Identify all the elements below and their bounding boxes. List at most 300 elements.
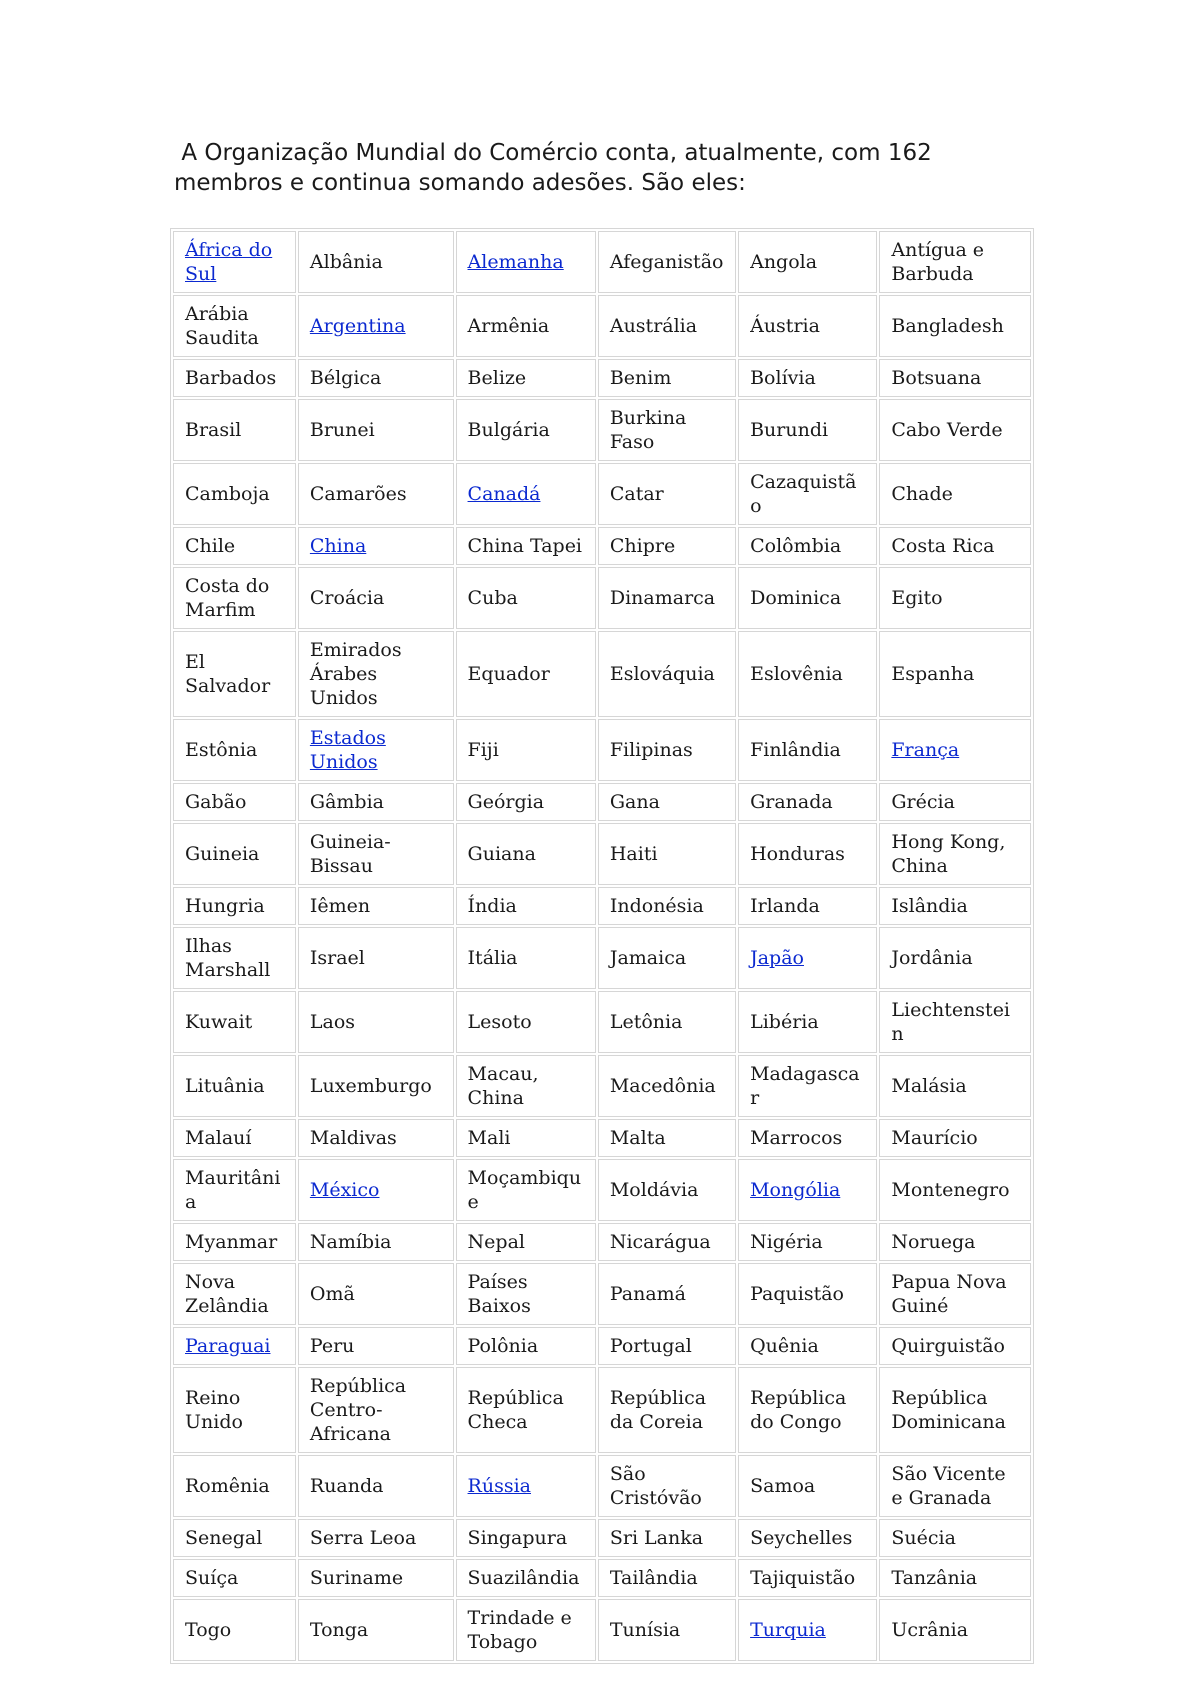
country-name: Bulgária <box>467 419 550 441</box>
table-cell <box>298 463 454 525</box>
table-cell <box>456 991 596 1053</box>
country-name: Suíça <box>185 1567 239 1589</box>
country-name: Luxemburgo <box>309 1075 432 1097</box>
country-name: Quirguistão <box>891 1335 1005 1357</box>
country-name: Fiji <box>467 739 499 761</box>
table-cell <box>298 1599 454 1661</box>
country-name: Gana <box>609 791 660 813</box>
table-cell <box>879 1519 1031 1557</box>
country-link[interactable]: Paraguai <box>185 1335 271 1357</box>
country-link[interactable]: África do Sul <box>185 239 273 285</box>
table-row <box>173 1223 1031 1261</box>
country-name: Tanzânia <box>891 1567 978 1589</box>
table-cell <box>173 1159 296 1221</box>
table-cell <box>598 1159 736 1221</box>
country-name: Hong Kong, China <box>891 831 1006 877</box>
table-cell <box>456 295 596 357</box>
country-name: Chade <box>891 483 953 505</box>
table-cell <box>598 1367 736 1453</box>
table-cell <box>173 1559 296 1597</box>
country-name: Maldivas <box>309 1127 397 1149</box>
country-name: República Checa <box>467 1387 564 1433</box>
table-cell <box>598 295 736 357</box>
country-name: Paquistão <box>750 1283 844 1305</box>
country-name: Ilhas Marshall <box>185 935 271 981</box>
table-cell <box>298 1119 454 1157</box>
country-link[interactable]: China <box>309 535 367 557</box>
table-cell <box>879 295 1031 357</box>
country-name: Camboja <box>185 483 270 505</box>
table-cell <box>879 631 1031 717</box>
country-name: Antígua e Barbuda <box>891 239 985 285</box>
country-link[interactable]: Rússia <box>467 1475 531 1497</box>
table-cell <box>738 991 877 1053</box>
table-cell <box>598 359 736 397</box>
table-cell <box>738 1159 877 1221</box>
country-name: Burkina Faso <box>609 407 687 453</box>
country-name: Indonésia <box>609 895 704 917</box>
country-name: Iêmen <box>309 895 371 917</box>
table-cell <box>298 1223 454 1261</box>
country-name: Ruanda <box>309 1475 384 1497</box>
table-row <box>173 295 1031 357</box>
table-cell <box>298 1559 454 1597</box>
table-cell <box>173 399 296 461</box>
country-name: República Centro-Africana <box>309 1375 407 1445</box>
table-cell <box>456 1159 596 1221</box>
table-cell <box>738 295 877 357</box>
country-name: República do Congo <box>750 1387 847 1433</box>
table-cell <box>456 1223 596 1261</box>
country-name: Afeganistão <box>609 251 724 273</box>
country-name: Tajiquistão <box>750 1567 856 1589</box>
country-name: Noruega <box>891 1231 976 1253</box>
country-name: Bangladesh <box>891 315 1004 337</box>
country-name: Benim <box>609 367 672 389</box>
country-link[interactable]: Turquia <box>750 1619 826 1641</box>
table-cell <box>879 719 1031 781</box>
country-name: Lituânia <box>185 1075 265 1097</box>
table-cell <box>298 887 454 925</box>
country-name: Cuba <box>467 587 518 609</box>
table-cell <box>456 1327 596 1365</box>
table-cell <box>738 927 877 989</box>
table-cell <box>738 1519 877 1557</box>
table-cell <box>298 359 454 397</box>
table-cell <box>738 631 877 717</box>
country-name: Tonga <box>309 1619 369 1641</box>
table-cell <box>879 1119 1031 1157</box>
table-row <box>173 1559 1031 1597</box>
country-link[interactable]: Canadá <box>467 483 541 505</box>
table-cell <box>456 1263 596 1325</box>
country-name: Egito <box>891 587 943 609</box>
country-name: Brunei <box>309 419 375 441</box>
table-cell <box>879 783 1031 821</box>
table-row <box>173 359 1031 397</box>
table-cell <box>173 1367 296 1453</box>
table-cell <box>598 1455 736 1517</box>
table-cell <box>879 527 1031 565</box>
table-cell <box>456 887 596 925</box>
country-name: Barbados <box>185 367 277 389</box>
table-cell <box>738 1055 877 1117</box>
table-cell <box>173 1519 296 1557</box>
table-cell <box>879 359 1031 397</box>
country-name: Botsuana <box>891 367 982 389</box>
country-name: Tunísia <box>609 1619 681 1641</box>
table-cell <box>456 719 596 781</box>
table-cell <box>298 1519 454 1557</box>
table-cell <box>879 399 1031 461</box>
table-cell <box>738 887 877 925</box>
country-name: Índia <box>467 895 517 917</box>
country-name: Seychelles <box>750 1527 853 1549</box>
table-cell <box>298 1327 454 1365</box>
country-name: Senegal <box>185 1527 263 1549</box>
table-cell <box>598 567 736 629</box>
table-cell <box>738 463 877 525</box>
country-name: Ucrânia <box>891 1619 969 1641</box>
table-cell <box>738 1263 877 1325</box>
country-link[interactable]: França <box>891 739 960 761</box>
country-name: Malásia <box>891 1075 967 1097</box>
table-cell <box>173 1455 296 1517</box>
table-cell <box>738 1119 877 1157</box>
country-name: El Salvador <box>185 651 271 697</box>
table-cell <box>598 527 736 565</box>
table-cell <box>598 1263 736 1325</box>
country-name: Moldávia <box>609 1179 699 1201</box>
country-name: Chile <box>185 535 236 557</box>
table-row <box>173 927 1031 989</box>
table-row <box>173 823 1031 885</box>
country-name: Mauritânia <box>185 1167 281 1213</box>
members-table-body <box>173 231 1031 1661</box>
country-name: São Cristóvão <box>609 1463 702 1509</box>
country-name: Sri Lanka <box>609 1527 704 1549</box>
table-cell <box>879 1559 1031 1597</box>
country-name: Mali <box>467 1127 511 1149</box>
country-name: Burundi <box>750 419 829 441</box>
table-cell <box>456 1055 596 1117</box>
table-cell <box>173 783 296 821</box>
table-cell <box>298 567 454 629</box>
country-link[interactable]: Japão <box>750 947 804 969</box>
table-cell <box>456 1367 596 1453</box>
country-link[interactable]: México <box>309 1179 380 1201</box>
country-name: Suazilândia <box>467 1567 580 1589</box>
table-cell <box>598 1599 736 1661</box>
country-name: República Dominicana <box>891 1387 1006 1433</box>
table-cell <box>298 991 454 1053</box>
table-cell <box>298 1455 454 1517</box>
country-name: Togo <box>185 1619 232 1641</box>
table-cell <box>298 631 454 717</box>
table-cell <box>456 567 596 629</box>
country-name: Quênia <box>750 1335 819 1357</box>
country-name: Moçambique <box>467 1167 582 1213</box>
table-row <box>173 527 1031 565</box>
country-name: Kuwait <box>185 1011 253 1033</box>
country-name: Letônia <box>609 1011 683 1033</box>
country-name: Haiti <box>609 843 658 865</box>
table-cell <box>879 567 1031 629</box>
table-cell <box>879 1263 1031 1325</box>
table-cell <box>456 631 596 717</box>
country-name: Nepal <box>467 1231 525 1253</box>
table-cell <box>298 783 454 821</box>
country-name: Armênia <box>467 315 550 337</box>
country-name: Malauí <box>185 1127 252 1149</box>
country-link[interactable]: Estados Unidos <box>309 727 386 773</box>
country-name: Dinamarca <box>609 587 716 609</box>
table-cell <box>456 399 596 461</box>
table-cell <box>173 631 296 717</box>
table-cell <box>298 399 454 461</box>
table-cell <box>456 823 596 885</box>
intro-paragraph: A Organização Mundial do Comércio conta, atualmente, com 162 membros e continua somando adesões. São eles: <box>174 140 940 196</box>
table-cell <box>173 823 296 885</box>
table-row <box>173 1159 1031 1221</box>
country-name: Nicarágua <box>609 1231 711 1253</box>
table-row <box>173 1327 1031 1365</box>
country-name: São Vicente e Granada <box>891 1463 1006 1509</box>
country-name: Madagascar <box>750 1063 860 1109</box>
country-name: Namíbia <box>309 1231 392 1253</box>
country-name: Omã <box>309 1283 355 1305</box>
table-cell <box>298 719 454 781</box>
country-name: Filipinas <box>609 739 693 761</box>
table-cell <box>879 887 1031 925</box>
country-name: Guineia-Bissau <box>309 831 391 877</box>
table-cell <box>598 1223 736 1261</box>
country-name: Macau, China <box>467 1063 539 1109</box>
country-name: Gâmbia <box>309 791 384 813</box>
table-cell <box>456 231 596 293</box>
table-row <box>173 399 1031 461</box>
table-cell <box>738 1327 877 1365</box>
country-name: Gabão <box>185 791 247 813</box>
table-cell <box>879 1367 1031 1453</box>
country-name: Países Baixos <box>467 1271 531 1317</box>
table-row <box>173 1599 1031 1661</box>
table-cell <box>298 295 454 357</box>
table-cell <box>738 1367 877 1453</box>
table-cell <box>456 783 596 821</box>
table-cell <box>738 567 877 629</box>
country-name: Guineia <box>185 843 260 865</box>
table-cell <box>879 1223 1031 1261</box>
country-name: Nigéria <box>750 1231 823 1253</box>
country-name: Catar <box>609 483 664 505</box>
table-cell <box>173 1119 296 1157</box>
table-row <box>173 887 1031 925</box>
country-name: Geórgia <box>467 791 545 813</box>
table-cell <box>598 783 736 821</box>
country-name: Angola <box>750 251 818 273</box>
table-cell <box>456 1599 596 1661</box>
table-cell <box>879 231 1031 293</box>
country-name: Portugal <box>609 1335 692 1357</box>
table-cell <box>598 991 736 1053</box>
table-cell <box>173 295 296 357</box>
table-cell <box>173 567 296 629</box>
country-name: Malta <box>609 1127 666 1149</box>
table-cell <box>598 719 736 781</box>
country-name: Bolívia <box>750 367 816 389</box>
country-name: Laos <box>309 1011 356 1033</box>
table-cell <box>173 927 296 989</box>
country-name: Itália <box>467 947 518 969</box>
table-cell <box>173 1263 296 1325</box>
table-cell <box>173 1327 296 1365</box>
table-cell <box>598 231 736 293</box>
country-name: Suécia <box>891 1527 956 1549</box>
country-name: Maurício <box>891 1127 978 1149</box>
table-cell <box>173 991 296 1053</box>
country-name: Papua Nova Guiné <box>891 1271 1007 1317</box>
table-cell <box>456 1455 596 1517</box>
country-name: Samoa <box>750 1475 816 1497</box>
country-name: Granada <box>750 791 833 813</box>
table-cell <box>173 231 296 293</box>
table-cell <box>879 1327 1031 1365</box>
country-name: Áustria <box>750 315 820 337</box>
wto-members-table <box>170 228 1034 1664</box>
table-cell <box>298 231 454 293</box>
country-name: Nova Zelândia <box>185 1271 269 1317</box>
country-name: Islândia <box>891 895 968 917</box>
table-cell <box>879 1455 1031 1517</box>
table-cell <box>173 887 296 925</box>
country-name: Hungria <box>185 895 265 917</box>
table-cell <box>298 1159 454 1221</box>
table-cell <box>879 991 1031 1053</box>
country-name: Espanha <box>891 663 975 685</box>
country-name: China Tapei <box>467 535 583 557</box>
table-cell <box>456 359 596 397</box>
table-row <box>173 1455 1031 1517</box>
country-name: Costa Rica <box>891 535 995 557</box>
table-row <box>173 1263 1031 1325</box>
country-name: Irlanda <box>750 895 820 917</box>
country-name: Finlândia <box>750 739 841 761</box>
country-name: Romênia <box>185 1475 270 1497</box>
country-name: Cabo Verde <box>891 419 1003 441</box>
country-name: Chipre <box>609 535 676 557</box>
country-name: Tailândia <box>609 1567 698 1589</box>
country-name: Brasil <box>185 419 242 441</box>
country-link[interactable]: Mongólia <box>750 1179 841 1201</box>
table-cell <box>173 719 296 781</box>
table-cell <box>738 231 877 293</box>
table-cell <box>298 527 454 565</box>
table-cell <box>598 631 736 717</box>
country-name: Lesoto <box>467 1011 532 1033</box>
country-name: Albânia <box>309 251 383 273</box>
table-cell <box>173 1223 296 1261</box>
country-name: Emirados Árabes Unidos <box>309 639 402 709</box>
table-cell <box>598 1559 736 1597</box>
country-name: Reino Unido <box>185 1387 243 1433</box>
country-name: Macedônia <box>609 1075 716 1097</box>
country-name: Croácia <box>309 587 385 609</box>
table-row <box>173 719 1031 781</box>
table-cell <box>879 1055 1031 1117</box>
table-cell <box>173 463 296 525</box>
table-cell <box>738 399 877 461</box>
country-name: Suriname <box>309 1567 404 1589</box>
country-link[interactable]: Alemanha <box>467 251 564 273</box>
country-name: Liechtenstein <box>891 999 1011 1045</box>
table-cell <box>738 823 877 885</box>
country-name: Singapura <box>467 1527 568 1549</box>
table-cell <box>738 527 877 565</box>
country-name: Eslováquia <box>609 663 715 685</box>
table-row <box>173 1055 1031 1117</box>
country-name: Colômbia <box>750 535 842 557</box>
country-name: Dominica <box>750 587 842 609</box>
table-row <box>173 567 1031 629</box>
table-cell <box>456 1519 596 1557</box>
table-cell <box>598 399 736 461</box>
country-name: Israel <box>309 947 365 969</box>
table-cell <box>456 463 596 525</box>
table-cell <box>598 1119 736 1157</box>
country-link[interactable]: Argentina <box>309 315 406 337</box>
table-cell <box>173 527 296 565</box>
country-name: Austrália <box>609 315 698 337</box>
country-name: Camarões <box>309 483 407 505</box>
country-name: Panamá <box>609 1283 687 1305</box>
country-name: Jamaica <box>609 947 687 969</box>
table-cell <box>298 1263 454 1325</box>
table-cell <box>298 1367 454 1453</box>
country-name: Guiana <box>467 843 536 865</box>
table-cell <box>879 1599 1031 1661</box>
country-name: Estônia <box>185 739 258 761</box>
table-row <box>173 631 1031 717</box>
table-row <box>173 1367 1031 1453</box>
country-name: República da Coreia <box>609 1387 707 1433</box>
table-cell <box>298 823 454 885</box>
table-row <box>173 991 1031 1053</box>
table-cell <box>738 1599 877 1661</box>
table-cell <box>598 1519 736 1557</box>
country-name: Belize <box>467 367 527 389</box>
table-cell <box>598 1055 736 1117</box>
table-row <box>173 1519 1031 1557</box>
table-cell <box>738 719 877 781</box>
table-row <box>173 1119 1031 1157</box>
country-name: Polônia <box>467 1335 539 1357</box>
table-cell <box>298 1055 454 1117</box>
table-cell <box>598 927 736 989</box>
table-cell <box>738 1223 877 1261</box>
table-cell <box>879 463 1031 525</box>
country-name: Myanmar <box>185 1231 278 1253</box>
table-row <box>173 783 1031 821</box>
table-cell <box>598 823 736 885</box>
table-cell <box>456 527 596 565</box>
table-cell <box>173 1599 296 1661</box>
country-name: Montenegro <box>891 1179 1010 1201</box>
country-name: Libéria <box>750 1011 819 1033</box>
country-name: Peru <box>309 1335 355 1357</box>
country-name: Honduras <box>750 843 845 865</box>
table-cell <box>173 1055 296 1117</box>
